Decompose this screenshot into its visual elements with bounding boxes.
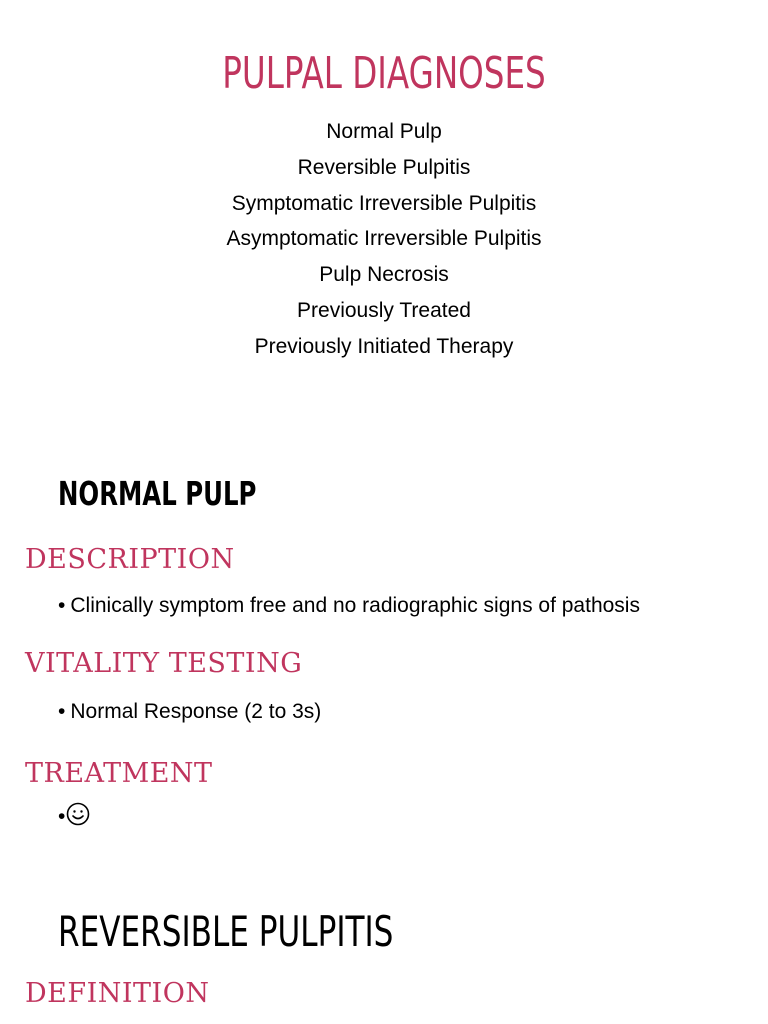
list-item: Reversible Pulpitis: [297, 155, 471, 179]
list-item: Pulp Necrosis: [319, 263, 449, 287]
list-item: Symptomatic Irreversible Pulpitis: [231, 191, 537, 215]
bullet-dot: •: [58, 700, 66, 723]
description-label: DESCRIPTION: [25, 544, 235, 575]
treatment-bullet: [58, 802, 90, 832]
list-item: Asymptomatic Irreversible Pulpitis: [226, 227, 542, 251]
description-bullet: [58, 591, 640, 621]
diagnosis-list: [0, 114, 768, 365]
reversible-pulpitis-heading: REVERSIBLE PULPITIS: [58, 907, 394, 956]
description-text: Clinically symptom free and no radiographic signs of pathosis: [70, 594, 640, 617]
bullet-dot: •: [58, 594, 66, 617]
vitality-testing-label: VITALITY TESTING: [25, 648, 303, 679]
definition-label: DEFINITION: [25, 978, 210, 1009]
treatment-label: TREATMENT: [25, 758, 213, 789]
normal-pulp-heading: NORMAL PULP: [58, 474, 257, 513]
page-title: PULPAL DIAGNOSES: [222, 48, 546, 99]
smiley-face-icon: [66, 802, 90, 826]
bullet-dot: •: [58, 805, 66, 828]
vitality-bullet: [58, 697, 321, 727]
list-item: Previously Initiated Therapy: [254, 334, 514, 358]
list-item: Previously Treated: [297, 298, 471, 322]
vitality-text: Normal Response (2 to 3s): [70, 700, 322, 723]
list-item: Normal Pulp: [326, 120, 442, 143]
